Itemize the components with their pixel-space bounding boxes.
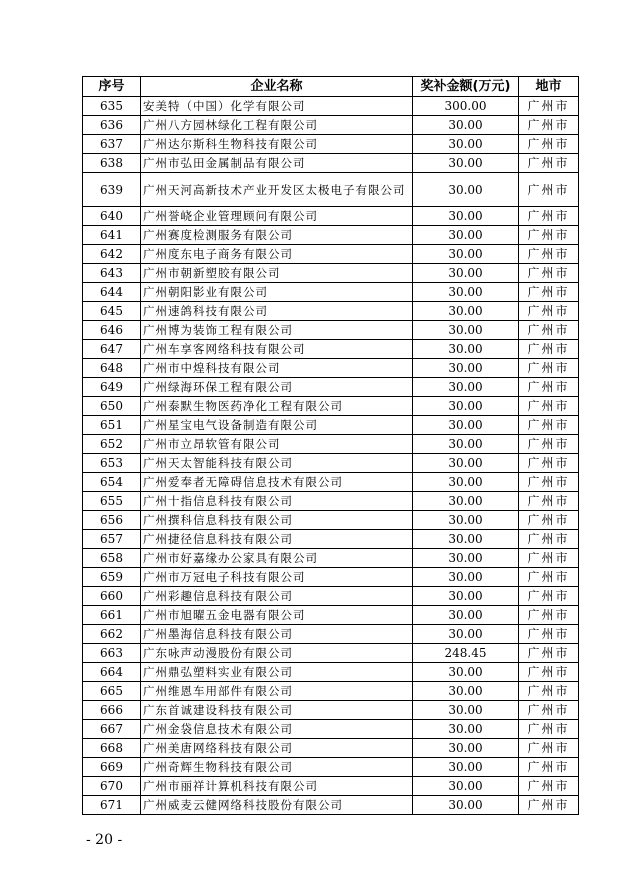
cell-subsidy-amount: 30.00 bbox=[413, 777, 519, 796]
cell-city: 广州市 bbox=[519, 796, 579, 815]
cell-company-name: 广州威麦云健网络科技股份有限公司 bbox=[141, 796, 413, 815]
cell-city: 广州市 bbox=[519, 682, 579, 701]
table-row bbox=[83, 568, 579, 587]
table-row bbox=[83, 587, 579, 606]
cell-city: 广州市 bbox=[519, 378, 579, 397]
cell-city: 广州市 bbox=[519, 739, 579, 758]
cell-serial-number: 641 bbox=[83, 226, 141, 245]
cell-subsidy-amount: 30.00 bbox=[413, 796, 519, 815]
cell-company-name: 广州爱奉者无障碍信息技术有限公司 bbox=[141, 473, 413, 492]
header-subsidy-amount: 奖补金额(万元) bbox=[413, 77, 519, 97]
cell-company-name: 广州美唐网络科技有限公司 bbox=[141, 739, 413, 758]
table-row bbox=[83, 530, 579, 549]
cell-company-name: 广州金袋信息技术有限公司 bbox=[141, 720, 413, 739]
cell-city: 广州市 bbox=[519, 245, 579, 264]
cell-city: 广州市 bbox=[519, 321, 579, 340]
cell-company-name: 广州达尔斯科生物科技有限公司 bbox=[141, 135, 413, 154]
cell-subsidy-amount: 30.00 bbox=[413, 154, 519, 173]
cell-serial-number: 662 bbox=[83, 625, 141, 644]
cell-serial-number: 657 bbox=[83, 530, 141, 549]
table-row bbox=[83, 720, 579, 739]
cell-city: 广州市 bbox=[519, 549, 579, 568]
table-row bbox=[83, 321, 579, 340]
cell-serial-number: 660 bbox=[83, 587, 141, 606]
table-row bbox=[83, 283, 579, 302]
cell-serial-number: 637 bbox=[83, 135, 141, 154]
cell-company-name: 广州速鸽科技有限公司 bbox=[141, 302, 413, 321]
table-row bbox=[83, 207, 579, 226]
cell-company-name: 广州绿海环保工程有限公司 bbox=[141, 378, 413, 397]
table-row bbox=[83, 378, 579, 397]
cell-subsidy-amount: 30.00 bbox=[413, 663, 519, 682]
cell-subsidy-amount: 30.00 bbox=[413, 116, 519, 135]
table-row bbox=[83, 739, 579, 758]
cell-city: 广州市 bbox=[519, 207, 579, 226]
cell-serial-number: 667 bbox=[83, 720, 141, 739]
cell-company-name: 广州泰默生物医药净化工程有限公司 bbox=[141, 397, 413, 416]
cell-city: 广州市 bbox=[519, 416, 579, 435]
table-body bbox=[83, 97, 579, 815]
cell-serial-number: 666 bbox=[83, 701, 141, 720]
cell-subsidy-amount: 30.00 bbox=[413, 720, 519, 739]
cell-city: 广州市 bbox=[519, 359, 579, 378]
cell-subsidy-amount: 30.00 bbox=[413, 473, 519, 492]
cell-city: 广州市 bbox=[519, 720, 579, 739]
table-row bbox=[83, 796, 579, 815]
cell-serial-number: 655 bbox=[83, 492, 141, 511]
cell-company-name: 广州天太智能科技有限公司 bbox=[141, 454, 413, 473]
cell-city: 广州市 bbox=[519, 530, 579, 549]
cell-company-name: 广州墨海信息科技有限公司 bbox=[141, 625, 413, 644]
cell-subsidy-amount: 30.00 bbox=[413, 359, 519, 378]
cell-city: 广州市 bbox=[519, 135, 579, 154]
cell-city: 广州市 bbox=[519, 435, 579, 454]
cell-subsidy-amount: 30.00 bbox=[413, 378, 519, 397]
cell-subsidy-amount: 30.00 bbox=[413, 758, 519, 777]
cell-subsidy-amount: 30.00 bbox=[413, 587, 519, 606]
cell-company-name: 广州市旭曜五金电器有限公司 bbox=[141, 606, 413, 625]
cell-serial-number: 659 bbox=[83, 568, 141, 587]
cell-subsidy-amount: 30.00 bbox=[413, 340, 519, 359]
cell-city: 广州市 bbox=[519, 606, 579, 625]
cell-company-name: 广州撰科信息科技有限公司 bbox=[141, 511, 413, 530]
cell-subsidy-amount: 248.45 bbox=[413, 644, 519, 663]
cell-company-name: 安美特（中国）化学有限公司 bbox=[141, 97, 413, 116]
cell-subsidy-amount: 30.00 bbox=[413, 173, 519, 207]
cell-serial-number: 669 bbox=[83, 758, 141, 777]
table-row bbox=[83, 644, 579, 663]
table-row bbox=[83, 777, 579, 796]
cell-subsidy-amount: 30.00 bbox=[413, 264, 519, 283]
cell-company-name: 广州十指信息科技有限公司 bbox=[141, 492, 413, 511]
cell-subsidy-amount: 30.00 bbox=[413, 492, 519, 511]
cell-serial-number: 661 bbox=[83, 606, 141, 625]
cell-serial-number: 648 bbox=[83, 359, 141, 378]
cell-serial-number: 668 bbox=[83, 739, 141, 758]
cell-subsidy-amount: 30.00 bbox=[413, 625, 519, 644]
cell-subsidy-amount: 30.00 bbox=[413, 739, 519, 758]
cell-serial-number: 656 bbox=[83, 511, 141, 530]
cell-company-name: 广州朝阳影业有限公司 bbox=[141, 283, 413, 302]
header-serial-number: 序号 bbox=[83, 77, 141, 97]
table-row bbox=[83, 454, 579, 473]
page-number: - 20 - bbox=[86, 832, 123, 848]
table-row bbox=[83, 492, 579, 511]
cell-company-name: 广州赛度检测服务有限公司 bbox=[141, 226, 413, 245]
cell-subsidy-amount: 30.00 bbox=[413, 416, 519, 435]
cell-serial-number: 650 bbox=[83, 397, 141, 416]
cell-subsidy-amount: 30.00 bbox=[413, 682, 519, 701]
cell-subsidy-amount: 30.00 bbox=[413, 568, 519, 587]
table-row bbox=[83, 701, 579, 720]
cell-city: 广州市 bbox=[519, 454, 579, 473]
cell-city: 广州市 bbox=[519, 777, 579, 796]
cell-subsidy-amount: 30.00 bbox=[413, 435, 519, 454]
cell-serial-number: 651 bbox=[83, 416, 141, 435]
cell-company-name: 广州奇辉生物科技有限公司 bbox=[141, 758, 413, 777]
cell-serial-number: 671 bbox=[83, 796, 141, 815]
cell-serial-number: 635 bbox=[83, 97, 141, 116]
cell-city: 广州市 bbox=[519, 283, 579, 302]
table-row bbox=[83, 135, 579, 154]
cell-city: 广州市 bbox=[519, 473, 579, 492]
table-row bbox=[83, 97, 579, 116]
cell-serial-number: 646 bbox=[83, 321, 141, 340]
table-row bbox=[83, 116, 579, 135]
cell-serial-number: 638 bbox=[83, 154, 141, 173]
cell-subsidy-amount: 30.00 bbox=[413, 245, 519, 264]
cell-company-name: 广州维恩车用部件有限公司 bbox=[141, 682, 413, 701]
table-row bbox=[83, 682, 579, 701]
cell-subsidy-amount: 30.00 bbox=[413, 606, 519, 625]
cell-company-name: 广州彩趣信息科技有限公司 bbox=[141, 587, 413, 606]
cell-company-name: 广州天河高新技术产业开发区太极电子有限公司 bbox=[141, 173, 413, 207]
cell-city: 广州市 bbox=[519, 397, 579, 416]
cell-city: 广州市 bbox=[519, 154, 579, 173]
cell-subsidy-amount: 30.00 bbox=[413, 701, 519, 720]
table-row bbox=[83, 549, 579, 568]
cell-city: 广州市 bbox=[519, 587, 579, 606]
table-row bbox=[83, 226, 579, 245]
cell-city: 广州市 bbox=[519, 758, 579, 777]
table-row bbox=[83, 340, 579, 359]
cell-company-name: 广州市好嘉缘办公家具有限公司 bbox=[141, 549, 413, 568]
cell-city: 广州市 bbox=[519, 173, 579, 207]
cell-serial-number: 642 bbox=[83, 245, 141, 264]
cell-serial-number: 645 bbox=[83, 302, 141, 321]
cell-city: 广州市 bbox=[519, 644, 579, 663]
cell-city: 广州市 bbox=[519, 264, 579, 283]
cell-city: 广州市 bbox=[519, 340, 579, 359]
cell-serial-number: 664 bbox=[83, 663, 141, 682]
cell-company-name: 广州度东电子商务有限公司 bbox=[141, 245, 413, 264]
cell-city: 广州市 bbox=[519, 97, 579, 116]
cell-city: 广州市 bbox=[519, 701, 579, 720]
table-row bbox=[83, 245, 579, 264]
subsidy-table bbox=[82, 76, 579, 815]
cell-serial-number: 639 bbox=[83, 173, 141, 207]
cell-serial-number: 670 bbox=[83, 777, 141, 796]
header-city: 地市 bbox=[519, 77, 579, 97]
cell-serial-number: 644 bbox=[83, 283, 141, 302]
cell-company-name: 广州博为装饰工程有限公司 bbox=[141, 321, 413, 340]
cell-company-name: 广州市弘田金属制品有限公司 bbox=[141, 154, 413, 173]
table-row bbox=[83, 173, 579, 207]
cell-subsidy-amount: 30.00 bbox=[413, 226, 519, 245]
cell-city: 广州市 bbox=[519, 492, 579, 511]
cell-serial-number: 640 bbox=[83, 207, 141, 226]
cell-city: 广州市 bbox=[519, 625, 579, 644]
cell-company-name: 广东首诚建设科技有限公司 bbox=[141, 701, 413, 720]
table-row bbox=[83, 663, 579, 682]
table-row bbox=[83, 511, 579, 530]
cell-company-name: 广州市丽祥计算机科技有限公司 bbox=[141, 777, 413, 796]
table-row bbox=[83, 435, 579, 454]
header-company-name: 企业名称 bbox=[141, 77, 413, 97]
cell-company-name: 广州市立昂软管有限公司 bbox=[141, 435, 413, 454]
cell-city: 广州市 bbox=[519, 302, 579, 321]
cell-city: 广州市 bbox=[519, 568, 579, 587]
cell-subsidy-amount: 30.00 bbox=[413, 321, 519, 340]
header-row bbox=[83, 77, 579, 97]
cell-city: 广州市 bbox=[519, 511, 579, 530]
cell-company-name: 广州车享客网络科技有限公司 bbox=[141, 340, 413, 359]
cell-serial-number: 643 bbox=[83, 264, 141, 283]
cell-company-name: 广州誉峣企业管理顾问有限公司 bbox=[141, 207, 413, 226]
cell-company-name: 广州捷径信息科技有限公司 bbox=[141, 530, 413, 549]
cell-city: 广州市 bbox=[519, 116, 579, 135]
cell-subsidy-amount: 30.00 bbox=[413, 511, 519, 530]
table-row bbox=[83, 625, 579, 644]
table-row bbox=[83, 416, 579, 435]
cell-subsidy-amount: 300.00 bbox=[413, 97, 519, 116]
cell-serial-number: 665 bbox=[83, 682, 141, 701]
table-row bbox=[83, 758, 579, 777]
cell-subsidy-amount: 30.00 bbox=[413, 283, 519, 302]
table-row bbox=[83, 606, 579, 625]
cell-subsidy-amount: 30.00 bbox=[413, 207, 519, 226]
cell-company-name: 广州市中煌科技有限公司 bbox=[141, 359, 413, 378]
table-row bbox=[83, 359, 579, 378]
cell-subsidy-amount: 30.00 bbox=[413, 530, 519, 549]
cell-subsidy-amount: 30.00 bbox=[413, 549, 519, 568]
cell-subsidy-amount: 30.00 bbox=[413, 302, 519, 321]
table-row bbox=[83, 264, 579, 283]
cell-subsidy-amount: 30.00 bbox=[413, 454, 519, 473]
cell-subsidy-amount: 30.00 bbox=[413, 397, 519, 416]
cell-company-name: 广州八方园林绿化工程有限公司 bbox=[141, 116, 413, 135]
cell-company-name: 广州市万冠电子科技有限公司 bbox=[141, 568, 413, 587]
cell-company-name: 广州市朝新塑胶有限公司 bbox=[141, 264, 413, 283]
table-row bbox=[83, 397, 579, 416]
table-row bbox=[83, 302, 579, 321]
cell-company-name: 广州鼎弘塑料实业有限公司 bbox=[141, 663, 413, 682]
table-row bbox=[83, 154, 579, 173]
cell-city: 广州市 bbox=[519, 663, 579, 682]
cell-serial-number: 647 bbox=[83, 340, 141, 359]
cell-serial-number: 658 bbox=[83, 549, 141, 568]
cell-serial-number: 663 bbox=[83, 644, 141, 663]
cell-company-name: 广州星宝电气设备制造有限公司 bbox=[141, 416, 413, 435]
cell-serial-number: 653 bbox=[83, 454, 141, 473]
cell-serial-number: 649 bbox=[83, 378, 141, 397]
cell-company-name: 广东咏声动漫股份有限公司 bbox=[141, 644, 413, 663]
cell-city: 广州市 bbox=[519, 226, 579, 245]
table-row bbox=[83, 473, 579, 492]
cell-serial-number: 636 bbox=[83, 116, 141, 135]
cell-serial-number: 654 bbox=[83, 473, 141, 492]
cell-serial-number: 652 bbox=[83, 435, 141, 454]
cell-subsidy-amount: 30.00 bbox=[413, 135, 519, 154]
